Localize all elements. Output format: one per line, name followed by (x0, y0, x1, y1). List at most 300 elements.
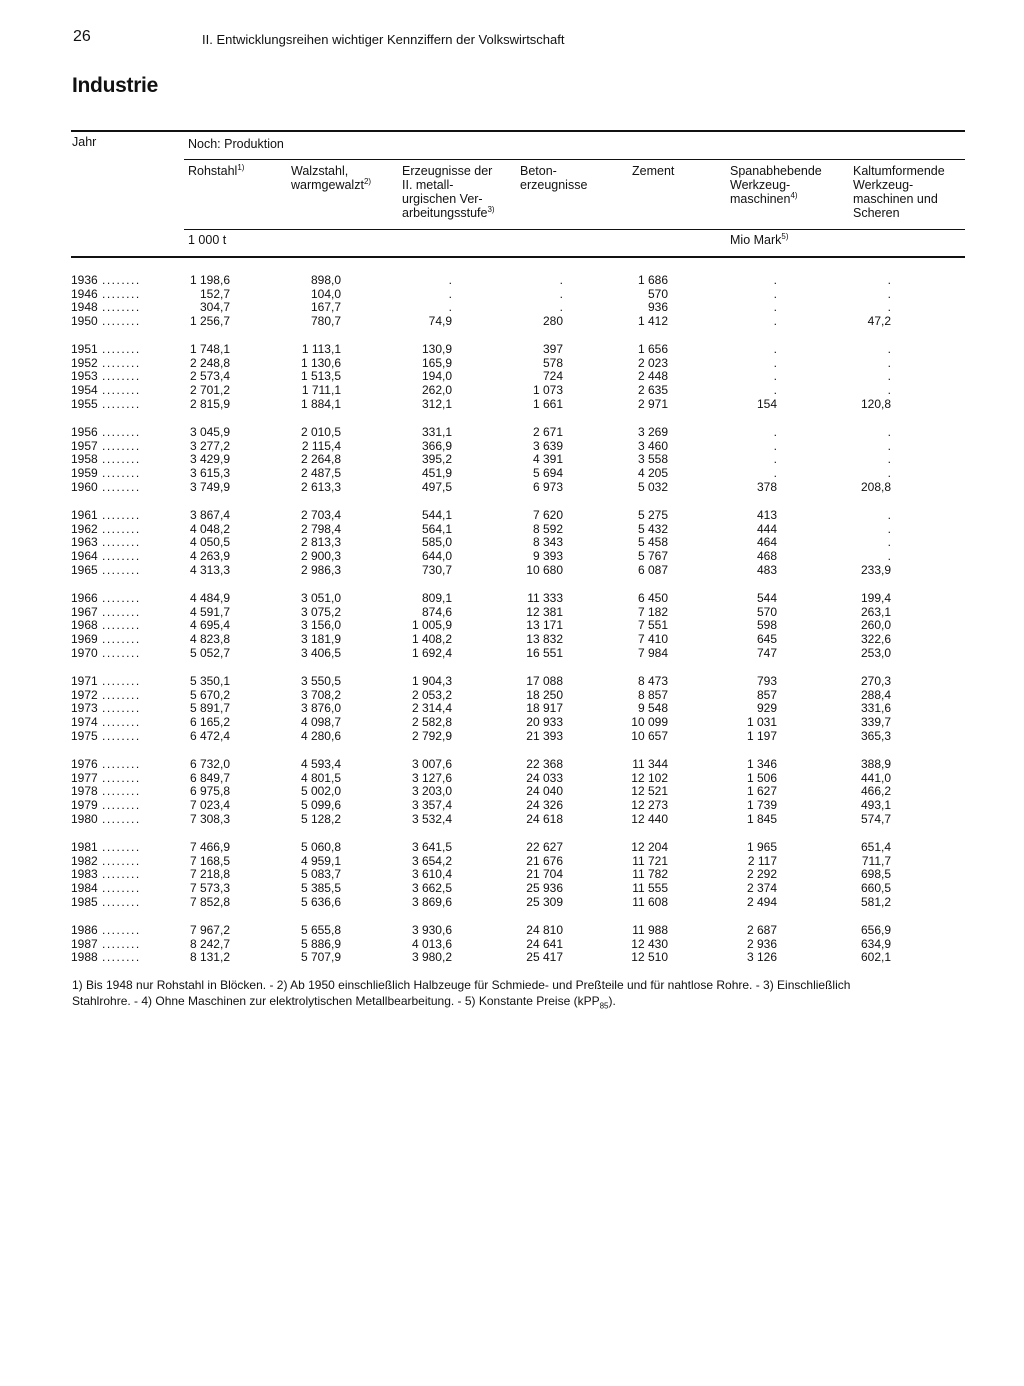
year-cell: 1953 (71, 369, 98, 383)
cell-erzeugnisse: 3 980,2 (411, 950, 452, 964)
leader-dots: ........ (102, 508, 141, 522)
year-cell: 1985 (71, 895, 98, 909)
section-title: Industrie (72, 74, 158, 97)
cell-kaltumformende: 208,8 (860, 480, 891, 494)
cell-kaltumformende: . (887, 439, 891, 453)
cell-rohstahl: 3 615,3 (189, 466, 230, 480)
cell-erzeugnisse: 331,1 (421, 425, 452, 439)
cell-erzeugnisse: 2 792,9 (411, 729, 452, 743)
cell-kaltumformende: . (887, 356, 891, 370)
cell-erzeugnisse: 395,2 (421, 452, 452, 466)
cell-erzeugnisse: . (448, 300, 452, 314)
cell-walzstahl: 5 636,6 (300, 895, 341, 909)
cell-rohstahl: 2 701,2 (189, 383, 230, 397)
cell-zement: 11 782 (632, 867, 668, 881)
cell-beton: 21 393 (526, 729, 563, 743)
cell-zement: 12 510 (631, 950, 668, 964)
cell-walzstahl: 167,7 (310, 300, 341, 314)
year-cell: 1966 (71, 591, 98, 605)
cell-rohstahl: 5 052,7 (189, 646, 230, 660)
cell-kaltumformende: 199,4 (860, 591, 891, 605)
leader-dots: ........ (102, 522, 141, 536)
cell-erzeugnisse: 3 641,5 (411, 840, 452, 854)
cell-rohstahl: 1 748,1 (189, 342, 230, 356)
cell-erzeugnisse: 3 930,6 (411, 923, 452, 937)
cell-beton: 578 (542, 356, 563, 370)
leader-dots: ........ (102, 549, 141, 563)
cell-spanabhebende: 1 845 (746, 812, 777, 826)
column-header-label: Beton- erzeugnisse (520, 164, 588, 192)
column-header-label: Kaltumformende Werkzeug- maschinen und Scheren (853, 164, 945, 220)
cell-zement: 12 204 (631, 840, 668, 854)
cell-erzeugnisse: 874,6 (421, 605, 452, 619)
cell-spanabhebende: 1 346 (746, 757, 777, 771)
year-cell: 1975 (71, 729, 98, 743)
cell-walzstahl: 2 798,4 (300, 522, 341, 536)
cell-beton: 8 592 (532, 522, 563, 536)
footnote-mark: 5) (781, 231, 789, 241)
cell-beton: 280 (542, 314, 563, 328)
cell-erzeugnisse: 312,1 (421, 397, 452, 411)
cell-spanabhebende: 1 627 (746, 784, 777, 798)
cell-spanabhebende: . (773, 342, 777, 356)
cell-spanabhebende: . (773, 356, 777, 370)
group-rule (184, 159, 965, 160)
cell-kaltumformende: . (887, 549, 891, 563)
cell-kaltumformende: 634,9 (860, 937, 891, 951)
cell-beton: 17 088 (526, 674, 563, 688)
cell-spanabhebende: 2 374 (746, 881, 777, 895)
leader-dots: ........ (102, 840, 141, 854)
cell-erzeugnisse: 585,0 (421, 535, 452, 549)
column-header-kaltumformende (853, 164, 963, 220)
cell-beton: 7 620 (532, 508, 563, 522)
cell-zement: 10 099 (631, 715, 668, 729)
year-cell: 1979 (71, 798, 98, 812)
cell-walzstahl: 5 002,0 (300, 784, 341, 798)
cell-kaltumformende: 339,7 (860, 715, 891, 729)
cell-kaltumformende: 698,5 (860, 867, 891, 881)
leader-dots: ........ (102, 771, 141, 785)
leader-dots: ........ (102, 923, 141, 937)
cell-erzeugnisse: 4 013,6 (411, 937, 452, 951)
year-cell: 1963 (71, 535, 98, 549)
cell-rohstahl: 4 484,9 (189, 591, 230, 605)
cell-rohstahl: 3 867,4 (189, 508, 230, 522)
cell-walzstahl: 3 876,0 (300, 701, 341, 715)
leader-dots: ........ (102, 466, 141, 480)
cell-walzstahl: 3 406,5 (300, 646, 341, 660)
cell-walzstahl: 1 884,1 (300, 397, 341, 411)
cell-spanabhebende: 468 (756, 549, 777, 563)
cell-erzeugnisse: 2 314,4 (411, 701, 452, 715)
cell-zement: 12 430 (631, 937, 668, 951)
leader-dots: ........ (102, 618, 141, 632)
cell-spanabhebende: 2 687 (746, 923, 777, 937)
cell-walzstahl: 2 703,4 (300, 508, 341, 522)
year-cell: 1977 (71, 771, 98, 785)
year-cell: 1955 (71, 397, 98, 411)
cell-zement: 1 656 (637, 342, 668, 356)
cell-walzstahl: 5 707,9 (300, 950, 341, 964)
cell-zement: 1 686 (637, 273, 668, 287)
cell-zement: 2 448 (637, 369, 668, 383)
cell-rohstahl: 6 849,7 (189, 771, 230, 785)
cell-kaltumformende: . (887, 369, 891, 383)
leader-dots: ........ (102, 342, 141, 356)
cell-beton: 1 661 (532, 397, 563, 411)
year-cell: 1958 (71, 452, 98, 466)
cell-rohstahl: 4 048,2 (189, 522, 230, 536)
cell-erzeugnisse: 544,1 (421, 508, 452, 522)
year-cell: 1987 (71, 937, 98, 951)
cell-kaltumformende: . (887, 342, 891, 356)
cell-beton: 5 694 (532, 466, 563, 480)
cell-spanabhebende: 154 (756, 397, 777, 411)
row-group (0, 274, 1024, 344)
cell-kaltumformende: . (887, 273, 891, 287)
footnote-mark: 4) (790, 190, 798, 200)
cell-zement: 570 (647, 287, 668, 301)
cell-rohstahl: 7 466,9 (189, 840, 230, 854)
cell-beton: 21 704 (526, 867, 563, 881)
cell-walzstahl: 2 813,3 (300, 535, 341, 549)
cell-spanabhebende: . (773, 314, 777, 328)
cell-zement: 12 102 (631, 771, 668, 785)
leader-dots: ........ (102, 439, 141, 453)
cell-erzeugnisse: 564,1 (421, 522, 452, 536)
cell-walzstahl: 4 593,4 (300, 757, 341, 771)
cell-rohstahl: 1 198,6 (189, 273, 230, 287)
cell-erzeugnisse: 3 357,4 (411, 798, 452, 812)
column-header-beton (520, 164, 600, 192)
cell-spanabhebende: 544 (756, 591, 777, 605)
leader-dots: ........ (102, 287, 141, 301)
cell-zement: 7 410 (637, 632, 668, 646)
cell-zement: 3 558 (637, 452, 668, 466)
column-header-label: Zement (632, 164, 675, 178)
unit-rule (184, 229, 965, 230)
cell-zement: 936 (647, 300, 668, 314)
cell-spanabhebende: 598 (756, 618, 777, 632)
cell-spanabhebende: 1 506 (746, 771, 777, 785)
year-column-header: Jahr (72, 135, 97, 149)
cell-spanabhebende: 570 (756, 605, 777, 619)
cell-walzstahl: 4 098,7 (300, 715, 341, 729)
cell-rohstahl: 7 852,8 (189, 895, 230, 909)
year-cell: 1964 (71, 549, 98, 563)
cell-beton: 24 641 (526, 937, 563, 951)
cell-zement: 5 432 (637, 522, 668, 536)
cell-spanabhebende: 413 (756, 508, 777, 522)
leader-dots: ........ (102, 605, 141, 619)
cell-walzstahl: 3 708,2 (300, 688, 341, 702)
cell-spanabhebende: 444 (756, 522, 777, 536)
cell-erzeugnisse: 1 005,9 (411, 618, 452, 632)
year-cell: 1970 (71, 646, 98, 660)
year-cell: 1980 (71, 812, 98, 826)
cell-erzeugnisse: 1 408,2 (411, 632, 452, 646)
cell-walzstahl: 104,0 (310, 287, 341, 301)
cell-zement: 12 273 (631, 798, 668, 812)
cell-zement: 1 412 (637, 314, 668, 328)
cell-spanabhebende: 1 031 (746, 715, 777, 729)
cell-zement: 11 721 (632, 854, 668, 868)
cell-walzstahl: 1 113,1 (301, 342, 341, 356)
cell-walzstahl: 3 156,0 (300, 618, 341, 632)
leader-dots: ........ (102, 688, 141, 702)
cell-beton: 18 250 (526, 688, 563, 702)
cell-erzeugnisse: 1 904,3 (411, 674, 452, 688)
cell-beton: 2 671 (532, 425, 563, 439)
cell-kaltumformende: 322,6 (860, 632, 891, 646)
cell-rohstahl: 7 023,4 (189, 798, 230, 812)
cell-rohstahl: 3 429,9 (189, 452, 230, 466)
cell-rohstahl: 5 891,7 (189, 701, 230, 715)
leader-dots: ........ (102, 397, 141, 411)
leader-dots: ........ (102, 300, 141, 314)
cell-rohstahl: 3 277,2 (189, 439, 230, 453)
leader-dots: ........ (102, 950, 141, 964)
cell-walzstahl: 1 513,5 (300, 369, 341, 383)
year-cell: 1961 (71, 508, 98, 522)
leader-dots: ........ (102, 591, 141, 605)
cell-walzstahl: 2 264,8 (300, 452, 341, 466)
leader-dots: ........ (102, 383, 141, 397)
leader-dots: ........ (102, 881, 141, 895)
cell-erzeugnisse: 3 127,6 (411, 771, 452, 785)
cell-spanabhebende: 747 (756, 646, 777, 660)
cell-erzeugnisse: 3 869,6 (411, 895, 452, 909)
cell-spanabhebende: 1 197 (746, 729, 777, 743)
cell-beton: 10 680 (526, 563, 563, 577)
leader-dots: ........ (102, 425, 141, 439)
cell-spanabhebende: 464 (756, 535, 777, 549)
cell-erzeugnisse: 497,5 (421, 480, 452, 494)
cell-spanabhebende: 2 117 (747, 854, 777, 868)
cell-kaltumformende: 288,4 (860, 688, 891, 702)
cell-zement: 5 032 (637, 480, 668, 494)
cell-zement: 8 857 (637, 688, 668, 702)
cell-erzeugnisse: 3 203,0 (411, 784, 452, 798)
cell-kaltumformende: . (887, 383, 891, 397)
cell-rohstahl: 2 815,9 (189, 397, 230, 411)
cell-rohstahl: 6 975,8 (189, 784, 230, 798)
cell-walzstahl: 5 099,6 (300, 798, 341, 812)
cell-walzstahl: 5 886,9 (300, 937, 341, 951)
column-header-label: Rohstahl (188, 164, 238, 178)
cell-beton: 724 (542, 369, 563, 383)
header-bottom-rule (71, 256, 965, 258)
cell-erzeugnisse: . (448, 287, 452, 301)
cell-spanabhebende: . (773, 439, 777, 453)
cell-beton: 24 040 (526, 784, 563, 798)
cell-spanabhebende: 1 965 (746, 840, 777, 854)
cell-spanabhebende: . (773, 383, 777, 397)
cell-beton: . (559, 273, 563, 287)
cell-kaltumformende: 660,5 (860, 881, 891, 895)
cell-walzstahl: 2 986,3 (300, 563, 341, 577)
cell-kaltumformende: 263,1 (860, 605, 891, 619)
cell-kaltumformende: 260,0 (860, 618, 891, 632)
cell-erzeugnisse: 74,9 (428, 314, 452, 328)
cell-spanabhebende: 857 (756, 688, 777, 702)
cell-zement: 10 657 (631, 729, 668, 743)
leader-dots: ........ (102, 563, 141, 577)
cell-zement: 2 635 (637, 383, 668, 397)
cell-spanabhebende: 2 292 (746, 867, 777, 881)
cell-erzeugnisse: 165,9 (421, 356, 452, 370)
cell-beton: 21 676 (526, 854, 563, 868)
cell-beton: . (559, 300, 563, 314)
cell-zement: 3 460 (637, 439, 668, 453)
footnote-mark: 1) (237, 162, 245, 172)
leader-dots: ........ (102, 674, 141, 688)
cell-rohstahl: 3 045,9 (189, 425, 230, 439)
cell-beton: 8 343 (532, 535, 563, 549)
leader-dots: ........ (102, 356, 141, 370)
cell-zement: 6 450 (637, 591, 668, 605)
footnote-line-1: 1) Bis 1948 nur Rohstahl in Blöcken. - 2) Ab 1950 einschließlich Halbzeuge für Schmiede- und Preßteile und für nahtlose Rohre. - 3) Einschließlich (72, 978, 851, 992)
year-cell: 1954 (71, 383, 98, 397)
year-cell: 1978 (71, 784, 98, 798)
cell-beton: . (559, 287, 563, 301)
year-cell: 1936 (71, 273, 98, 287)
cell-spanabhebende: . (773, 300, 777, 314)
column-header-spanabhebende (730, 164, 834, 206)
cell-beton: 22 368 (526, 757, 563, 771)
cell-zement: 5 767 (637, 549, 668, 563)
cell-zement: 6 087 (637, 563, 668, 577)
leader-dots: ........ (102, 729, 141, 743)
cell-spanabhebende: . (773, 369, 777, 383)
cell-rohstahl: 5 350,1 (189, 674, 230, 688)
leader-dots: ........ (102, 535, 141, 549)
cell-erzeugnisse: 2 053,2 (411, 688, 452, 702)
cell-erzeugnisse: 3 662,5 (411, 881, 452, 895)
cell-spanabhebende: 483 (756, 563, 777, 577)
year-cell: 1956 (71, 425, 98, 439)
year-cell: 1971 (71, 674, 98, 688)
footnote-text-end: ). (608, 994, 616, 1008)
cell-rohstahl: 2 248,8 (189, 356, 230, 370)
cell-beton: 12 381 (526, 605, 563, 619)
cell-rohstahl: 8 131,2 (189, 950, 230, 964)
cell-kaltumformende: . (887, 452, 891, 466)
cell-rohstahl: 5 670,2 (189, 688, 230, 702)
cell-erzeugnisse: 3 532,4 (411, 812, 452, 826)
cell-zement: 9 548 (637, 701, 668, 715)
year-cell: 1957 (71, 439, 98, 453)
cell-kaltumformende: 574,7 (860, 812, 891, 826)
cell-rohstahl: 304,7 (199, 300, 230, 314)
cell-rohstahl: 2 573,4 (189, 369, 230, 383)
cell-spanabhebende: 2 494 (746, 895, 777, 909)
cell-kaltumformende: . (887, 425, 891, 439)
cell-kaltumformende: 270,3 (860, 674, 891, 688)
cell-rohstahl: 6 472,4 (189, 729, 230, 743)
cell-zement: 7 182 (637, 605, 668, 619)
row-group (0, 592, 1024, 662)
leader-dots: ........ (102, 812, 141, 826)
cell-spanabhebende: 793 (756, 674, 777, 688)
cell-walzstahl: 2 010,5 (300, 425, 341, 439)
cell-beton: 18 917 (526, 701, 563, 715)
year-cell: 1965 (71, 563, 98, 577)
cell-zement: 12 440 (631, 812, 668, 826)
cell-beton: 25 417 (526, 950, 563, 964)
cell-kaltumformende: 466,2 (860, 784, 891, 798)
cell-zement: 3 269 (637, 425, 668, 439)
leader-dots: ........ (102, 937, 141, 951)
cell-beton: 20 933 (526, 715, 563, 729)
year-cell: 1984 (71, 881, 98, 895)
cell-zement: 7 984 (637, 646, 668, 660)
cell-zement: 5 275 (637, 508, 668, 522)
cell-zement: 11 608 (632, 895, 668, 909)
cell-rohstahl: 4 591,7 (189, 605, 230, 619)
cell-kaltumformende: . (887, 522, 891, 536)
cell-walzstahl: 3 075,2 (300, 605, 341, 619)
footnote-line-2 (72, 993, 967, 1014)
leader-dots: ........ (102, 314, 141, 328)
cell-beton: 16 551 (526, 646, 563, 660)
cell-zement: 11 555 (632, 881, 668, 895)
cell-walzstahl: 4 801,5 (300, 771, 341, 785)
cell-rohstahl: 6 165,2 (189, 715, 230, 729)
leader-dots: ........ (102, 867, 141, 881)
cell-rohstahl: 3 749,9 (189, 480, 230, 494)
row-group (0, 675, 1024, 745)
unit-label-text: Mio Mark (730, 233, 782, 247)
leader-dots: ........ (102, 452, 141, 466)
cell-spanabhebende: . (773, 273, 777, 287)
cell-walzstahl: 2 613,3 (300, 480, 341, 494)
cell-rohstahl: 152,7 (199, 287, 230, 301)
year-cell: 1988 (71, 950, 98, 964)
cell-beton: 13 171 (526, 618, 563, 632)
year-cell: 1972 (71, 688, 98, 702)
cell-rohstahl: 7 308,3 (189, 812, 230, 826)
year-cell: 1983 (71, 867, 98, 881)
row-group (0, 426, 1024, 496)
cell-kaltumformende: 651,4 (860, 840, 891, 854)
cell-kaltumformende: . (887, 508, 891, 522)
footnotes (72, 977, 967, 1014)
cell-erzeugnisse: 3 610,4 (411, 867, 452, 881)
footnote-mark: 3) (487, 204, 495, 214)
cell-spanabhebende: 645 (756, 632, 777, 646)
year-cell: 1974 (71, 715, 98, 729)
cell-spanabhebende: . (773, 452, 777, 466)
leader-dots: ........ (102, 784, 141, 798)
leader-dots: ........ (102, 632, 141, 646)
cell-beton: 4 391 (532, 452, 563, 466)
cell-walzstahl: 4 280,6 (300, 729, 341, 743)
cell-walzstahl: 1 711,1 (301, 383, 341, 397)
cell-walzstahl: 2 115,4 (301, 439, 341, 453)
cell-spanabhebende: 1 739 (746, 798, 777, 812)
cell-rohstahl: 1 256,7 (189, 314, 230, 328)
cell-spanabhebende: . (773, 287, 777, 301)
year-cell: 1981 (71, 840, 98, 854)
cell-erzeugnisse: 644,0 (421, 549, 452, 563)
year-cell: 1951 (71, 342, 98, 356)
cell-walzstahl: 3 550,5 (300, 674, 341, 688)
column-header-rohstahl (188, 164, 278, 178)
year-cell: 1986 (71, 923, 98, 937)
cell-walzstahl: 5 060,8 (300, 840, 341, 854)
